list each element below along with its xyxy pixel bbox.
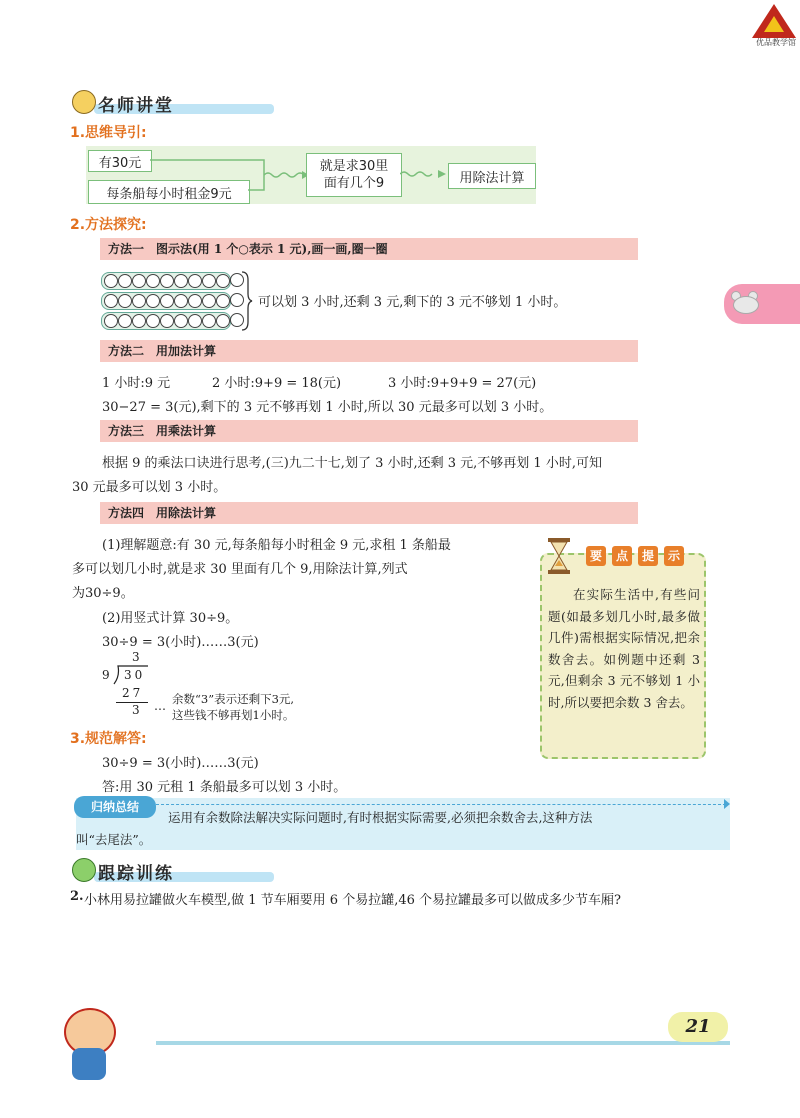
summary-dashed-line [156, 804, 726, 806]
summary-line2: 叫“去尾法”。 [76, 832, 152, 847]
flow-arrow [400, 166, 448, 182]
circle-icon [160, 294, 174, 308]
summary-line1: 运用有余数除法解决实际问题时,有时根据实际需要,必须把余数舍去,这种方法 [168, 810, 593, 825]
circle-icon [104, 274, 118, 288]
circle-icon [216, 274, 230, 288]
circle-icon [216, 314, 230, 328]
circle-icon [146, 314, 160, 328]
section-title: 跟踪训练 [98, 864, 174, 884]
tip-char: 提 [638, 546, 658, 566]
thinking-heading: 1.思维导引: [70, 125, 147, 141]
teacher-icon [72, 90, 96, 114]
division-ellipsis: … [154, 699, 166, 713]
method-3-line1: 根据 9 的乘法口诀进行思考,(三)九二十七,划了 3 小时,还剩 3 元,不够再划 1 小时,可知 [102, 456, 602, 471]
hourglass-icon [546, 536, 572, 576]
method-2-conclusion: 30−27 = 3(元),剩下的 3 元不够再划 1 小时,所以 30 元最多可以划 3 小时。 [102, 400, 553, 415]
circle-icon [202, 294, 216, 308]
training-icon [72, 858, 96, 882]
division-product: 27 [122, 686, 144, 700]
circle-icon [132, 294, 146, 308]
brand-logo-inner [764, 16, 784, 32]
circle-icon [188, 314, 202, 328]
division-note-line1: 余数“3”表示还剩下3元, [172, 692, 295, 706]
tip-char: 示 [664, 546, 684, 566]
method-4-line4: (2)用竖式计算 30÷9。 [102, 611, 239, 626]
tip-text: 在实际生活中,有些问题(如最多划几小时,最多做几件)需根据实际情况,把余数舍去。如例题中还剩 3 元,但剩余 3 元不够划 1 小时,所以要把余数 3 舍去。 [548, 587, 700, 710]
flow-box-meaning-line1: 就是求30里 [319, 159, 389, 174]
circle-icon [132, 274, 146, 288]
circle-row [101, 292, 231, 310]
section-header-teacher [72, 90, 282, 116]
circle-icon [216, 294, 230, 308]
method-4-title: 方法四 用除法计算 [100, 502, 638, 524]
answer-heading: 3.规范解答: [70, 731, 147, 747]
summary-arrow-icon [724, 799, 730, 809]
circle-icon [188, 294, 202, 308]
page-number: 21 [668, 1012, 728, 1042]
method-4-line1: (1)理解题意:有 30 元,每条船每小时租金 9 元,求租 1 条船最 [102, 538, 451, 553]
method-4-line3: 为30÷9。 [72, 586, 134, 601]
division-quotient: 3 [132, 650, 140, 664]
method-2-hour2: 2 小时:9+9 = 18(元) [212, 376, 342, 391]
circle-icon [174, 314, 188, 328]
division-remainder: 3 [132, 703, 140, 717]
circle-icon [160, 314, 174, 328]
division-divisor: 9 [102, 668, 110, 682]
circle-icon [174, 274, 188, 288]
question-number: 2. [70, 889, 84, 904]
flow-box-money: 有30元 [88, 150, 152, 172]
tip-char: 点 [612, 546, 632, 566]
method-2-hour1: 1 小时:9 元 [102, 376, 171, 391]
circle-icon [146, 294, 160, 308]
question-text: 小林用易拉罐做火车模型,做 1 节车厢要用 6 个易拉罐,46 个易拉罐最多可以做成多少节车厢? [84, 893, 621, 908]
summary-badge: 归纳总结 [74, 796, 156, 818]
circle-icon [160, 274, 174, 288]
answer-equation: 30÷9 = 3(小时)……3(元) [102, 756, 259, 771]
circle-icon [132, 314, 146, 328]
circle-row [101, 272, 231, 290]
circle-icon [118, 294, 132, 308]
method-1-text: 可以划 3 小时,还剩 3 元,剩下的 3 元不够划 1 小时。 [258, 295, 567, 310]
footer-line [156, 1041, 730, 1045]
circle-icon [174, 294, 188, 308]
circle-icon [146, 274, 160, 288]
circle-icon [118, 314, 132, 328]
flow-box-rent: 每条船每小时租金9元 [88, 180, 250, 204]
brand-logo-text: 优品教学馆 [756, 38, 796, 47]
answer-sentence: 答:用 30 元租 1 条船最多可以划 3 小时。 [102, 780, 347, 795]
mouse-icon [733, 296, 759, 314]
method-2-title: 方法二 用加法计算 [100, 340, 638, 362]
circle-icon [202, 314, 216, 328]
flow-box-meaning-line2: 面有几个9 [323, 176, 385, 191]
brace-icon [240, 270, 254, 332]
tip-char: 要 [586, 546, 606, 566]
section-header-training [72, 858, 282, 884]
circle-row [101, 312, 231, 330]
explore-heading: 2.方法探究: [70, 217, 147, 233]
method-4-equation: 30÷9 = 3(小时)……3(元) [102, 635, 259, 650]
division-dividend: 30 [124, 668, 146, 682]
method-3-line2: 30 元最多可以划 3 小时。 [72, 480, 227, 495]
circle-icon [202, 274, 216, 288]
circle-icon [118, 274, 132, 288]
flow-connector-lines [150, 150, 310, 200]
method-3-title: 方法三 用乘法计算 [100, 420, 638, 442]
section-title: 名师讲堂 [98, 96, 174, 116]
method-2-hour3: 3 小时:9+9+9 = 27(元) [388, 376, 537, 391]
circle-icon [104, 294, 118, 308]
division-note-line2: 这些钱不够再划1小时。 [172, 708, 295, 722]
mascot-body [72, 1048, 106, 1080]
flow-box-division: 用除法计算 [448, 163, 536, 189]
circle-icon [104, 314, 118, 328]
circle-icon [188, 274, 202, 288]
method-1-title: 方法一 图示法(用 1 个○表示 1 元),画一画,圈一圈 [100, 238, 638, 260]
method-4-line2: 多可以划几小时,就是求 30 里面有几个 9,用除法计算,列式 [72, 562, 408, 577]
flow-box-meaning [306, 153, 402, 197]
